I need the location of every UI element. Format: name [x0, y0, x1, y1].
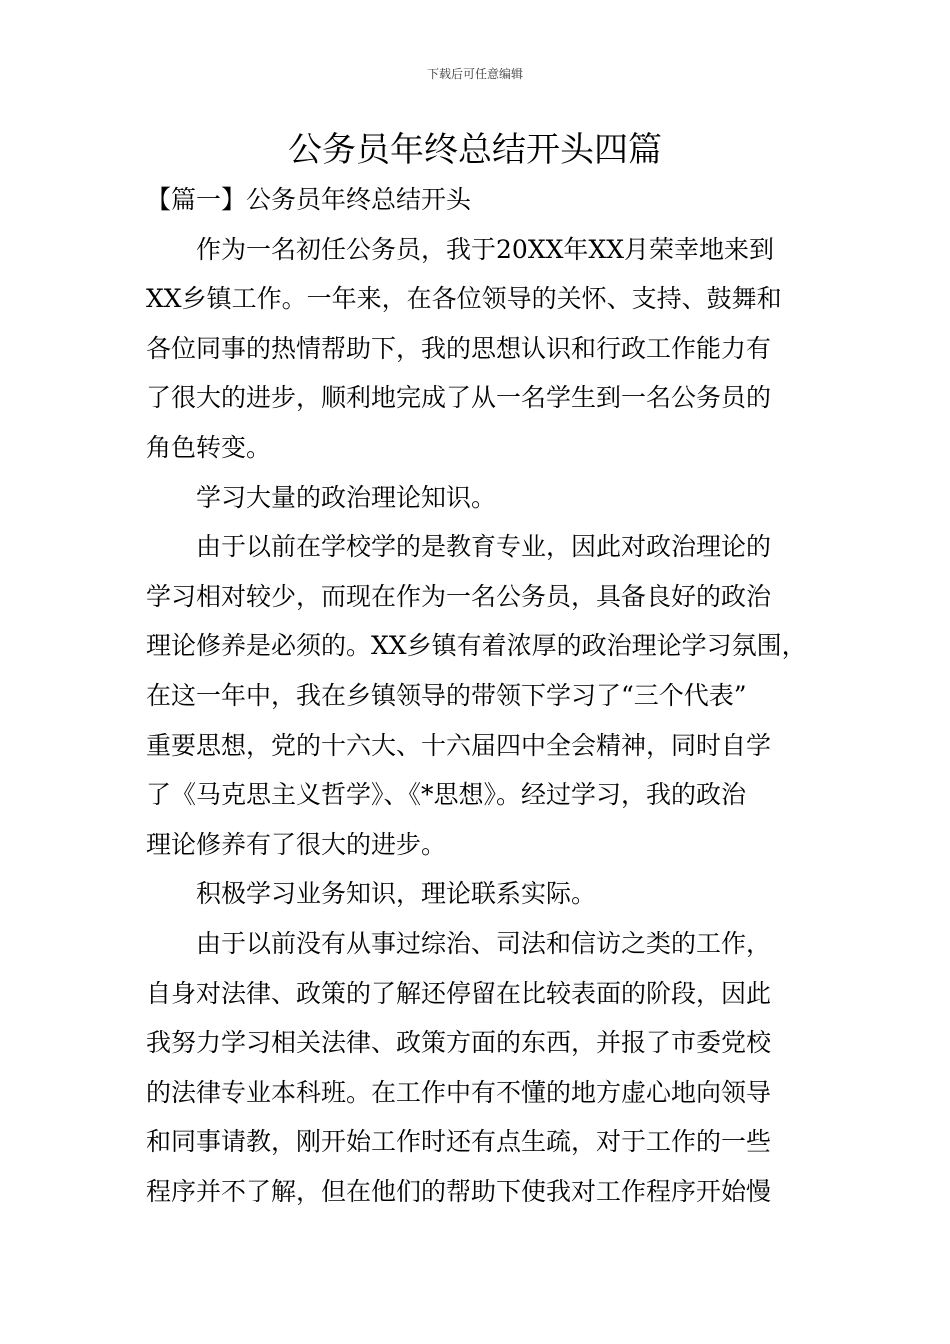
paragraph-line: 角色转变。 — [146, 432, 272, 462]
paragraph-line: 各位同事的热情帮助下，我的思想认识和行政工作能力有 — [146, 333, 772, 363]
paragraph-line: 学习相对较少，而现在作为一名公务员，具备良好的政治 — [146, 581, 772, 611]
paragraph-line: 理论修养有了很大的进步。 — [146, 829, 447, 859]
header-note: 下载后可任意编辑 — [426, 67, 523, 81]
paragraph-line: 作为一名初任公务员，我于20XX年XX月荣幸地来到 — [196, 234, 775, 264]
paragraph-line: 和同事请教，刚开始工作时还有点生疏，对于工作的一些 — [146, 1127, 772, 1157]
paragraph-line: 由于以前没有从事过综治、司法和信访之类的工作， — [196, 928, 772, 958]
paragraph-line: 由于以前在学校学的是教育专业，因此对政治理论的 — [196, 532, 772, 562]
paragraph-line: XX乡镇工作。一年来，在各位领导的关怀、支持、鼓舞和 — [146, 284, 782, 314]
document-body — [146, 175, 806, 1216]
paragraph-line: 理论修养是必须的。XX乡镇有着浓厚的政治理论学习氛围， — [146, 631, 807, 661]
paragraph-line: 重要思想，党的十六大、十六届四中全会精神，同时自学 — [146, 730, 772, 760]
paragraph-line: 的法律专业本科班。在工作中有不懂的地方虚心地向领导 — [146, 1077, 772, 1107]
subheading-line: 学习大量的政治理论知识。 — [196, 482, 497, 512]
paragraph-line: 了《马克思主义哲学》、《*思想》。经过学习，我的政治 — [146, 780, 747, 810]
section-heading: 【篇一】公务员年终总结开头 — [146, 185, 472, 214]
paragraph-line: 在这一年中，我在乡镇领导的带领下学习了“三个代表” — [146, 680, 747, 710]
paragraph-line: 自身对法律、政策的了解还停留在比较表面的阶段，因此 — [146, 978, 772, 1008]
document-title: 公务员年终总结开头四篇 — [288, 130, 662, 170]
paragraph-line: 我努力学习相关法律、政策方面的东西，并报了市委党校 — [146, 1028, 772, 1058]
paragraph-line: 了很大的进步，顺利地完成了从一名学生到一名公务员的 — [146, 383, 772, 413]
paragraph-line: 程序并不了解，但在他们的帮助下使我对工作程序开始慢 — [146, 1176, 772, 1206]
subheading-line: 积极学习业务知识，理论联系实际。 — [196, 879, 597, 909]
